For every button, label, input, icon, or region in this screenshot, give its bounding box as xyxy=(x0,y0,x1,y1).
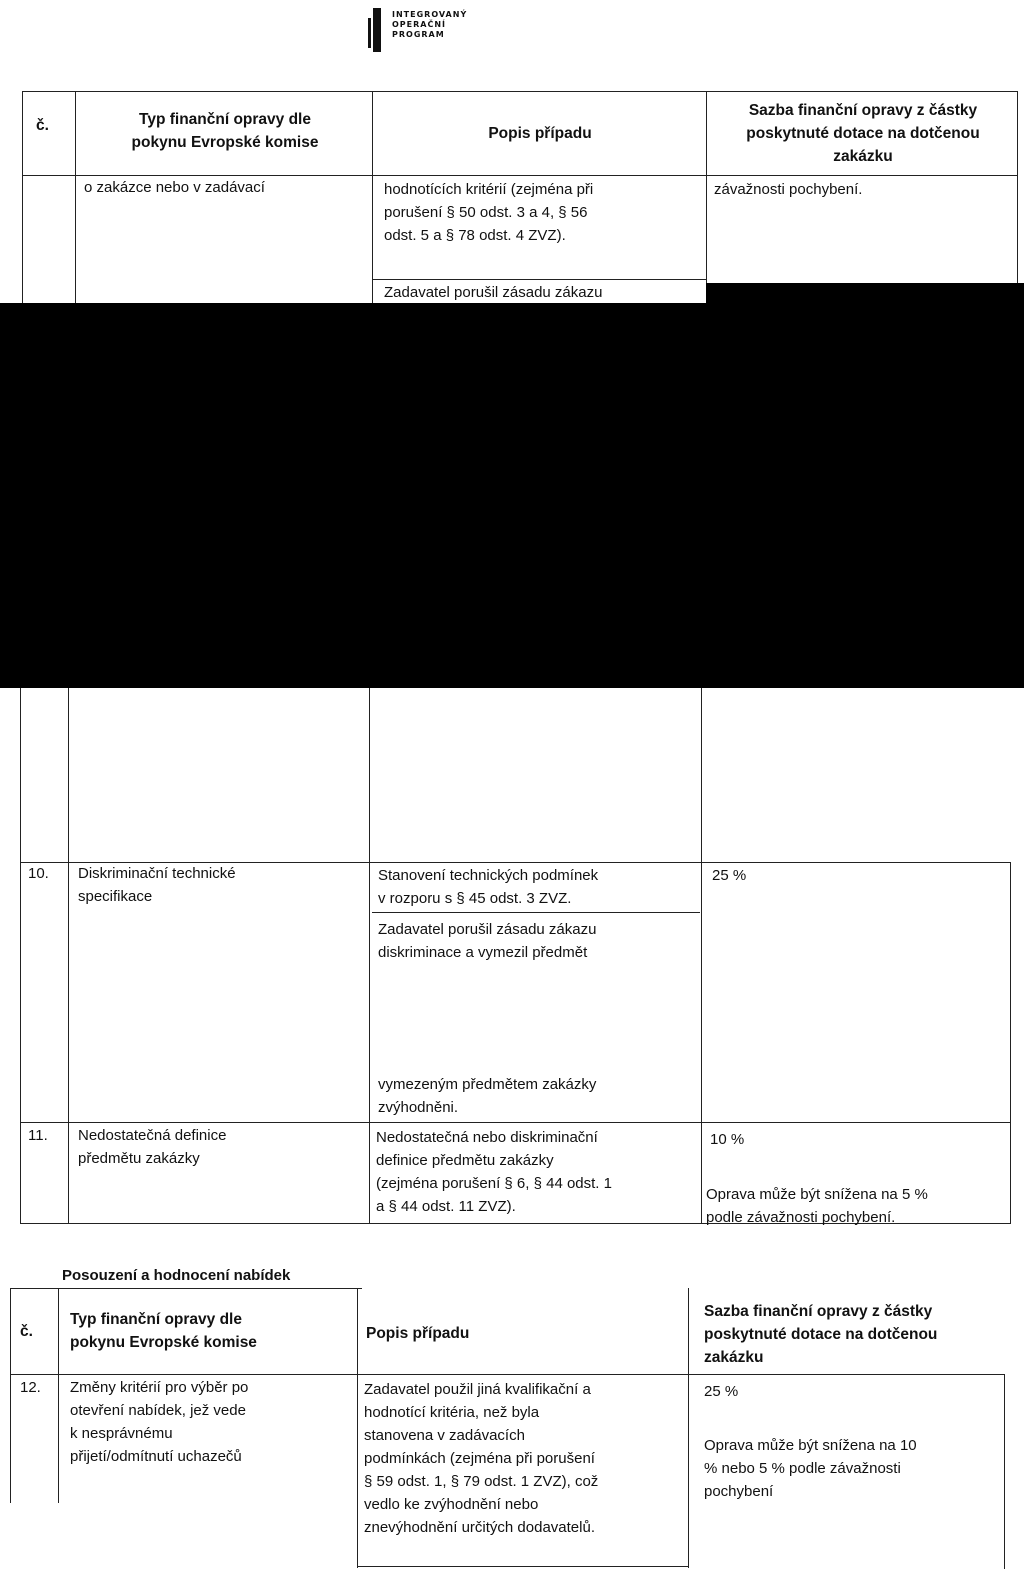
header3-description: Popis případu xyxy=(366,1325,470,1342)
row10-number: 10. xyxy=(28,865,49,882)
table3-top-border xyxy=(10,1288,362,1289)
iop-logo xyxy=(368,6,478,54)
table2-col-left xyxy=(20,688,21,1224)
row10-description-3: vymezeným předmětem zakázky zvýhodněni. xyxy=(378,1076,597,1116)
row11-rate: 10 % xyxy=(710,1131,745,1148)
table2-col-desc xyxy=(701,688,702,1224)
black-scan-area-corner xyxy=(706,283,1024,347)
table3-header-border xyxy=(10,1374,1005,1375)
table1-top-border xyxy=(22,91,1018,92)
row11-number: 11. xyxy=(28,1127,48,1144)
logo-text: INTEGROVANÝ OPERAČNÍ PROGRAM xyxy=(392,10,468,39)
row10-description: Stanovení technických podmínek v rozporu s § 45 odst. 3 ZVZ. xyxy=(378,867,599,907)
row10-rate: 25 % xyxy=(712,867,747,884)
header3-rate: Sazba finanční opravy z částky poskytnuté dotace na dotčenou zakázku xyxy=(704,1303,938,1366)
row12-rate: 25 % xyxy=(704,1383,739,1400)
row12-number: 12. xyxy=(20,1379,41,1396)
row11-type: Nedostatečná definice předmětu zakázky xyxy=(78,1127,227,1167)
row12-rate-note: Oprava může být snížena na 10 % nebo 5 % podle závažnosti pochybení xyxy=(704,1437,917,1500)
section-title: Posouzení a hodnocení nabídek xyxy=(62,1267,291,1284)
cont-row-description: hodnotících kritérií (zejména při porušení § 50 odst. 3 a 4, § 56 odst. 5 a § 78 odst. 4 ZVZ). xyxy=(384,181,594,244)
header-rate: Sazba finanční opravy z částky poskytnuté dotace na dotčenou zakázku xyxy=(746,102,980,165)
header3-type: Typ finanční opravy dle pokynu Evropské komise xyxy=(70,1311,257,1351)
logo-mark xyxy=(368,18,371,48)
table2-col-type xyxy=(369,688,370,1224)
row10-description-2: Zadavatel porušil zásadu zákazu diskriminace a vymezil předmět xyxy=(378,921,597,961)
table1-desc-divider xyxy=(372,279,706,280)
header3-number: č. xyxy=(20,1323,33,1340)
row11-description: Nedostatečná nebo diskriminační definice předmětu zakázky (zejména porušení § 6, § 44 odst. 1 a § 44 odst. 11 ZVZ). xyxy=(376,1129,612,1215)
table2-col-num xyxy=(68,688,69,1224)
row12-description: Zadavatel použil jiná kvalifikační a hodnotící kritéria, než byla stanovena v zadávacích podmínkách (zejména při porušení § 59 odst. 1, § 79 odst. 1 ZVZ), což vedlo ke zvýhodnění nebo znevýhodnění určitých dodavatelů. xyxy=(364,1381,599,1536)
table3-col-desc xyxy=(688,1288,689,1568)
table1-col-left xyxy=(22,91,23,303)
row10-type: Diskriminační technické specifikace xyxy=(78,865,236,905)
row11-rate-note: Oprava může být snížena na 5 % podle závažnosti pochybení. xyxy=(706,1186,928,1226)
black-scan-area xyxy=(0,303,1024,688)
cont-row-rate: závažnosti pochybení. xyxy=(714,181,863,198)
table3-col-right xyxy=(1004,1374,1005,1569)
table2-col-right xyxy=(1010,862,1011,1224)
cont-row-description-2: Zadavatel porušil zásadu zákazu xyxy=(384,284,603,301)
header-description: Popis případu xyxy=(488,125,592,142)
table3-col-num xyxy=(58,1288,59,1503)
header-type: Typ finanční opravy dle pokynu Evropské komise xyxy=(131,111,319,151)
table3-bottom-border xyxy=(358,1566,688,1567)
table1-col-num xyxy=(75,91,76,303)
cont-row-type: o zakázce nebo v zadávací xyxy=(84,179,265,196)
row12-type: Změny kritérií pro výběr po otevření nabídek, jež vede k nesprávnému přijetí/odmítnutí uchazečů xyxy=(70,1379,249,1465)
table3-col-left xyxy=(10,1288,11,1503)
row10-desc-divider xyxy=(372,912,700,913)
table1-col-type xyxy=(372,91,373,303)
table3-col-type xyxy=(357,1288,358,1568)
row11-top-border xyxy=(20,1122,1011,1123)
logo-bar xyxy=(373,8,381,52)
header-number: č. xyxy=(36,117,49,134)
